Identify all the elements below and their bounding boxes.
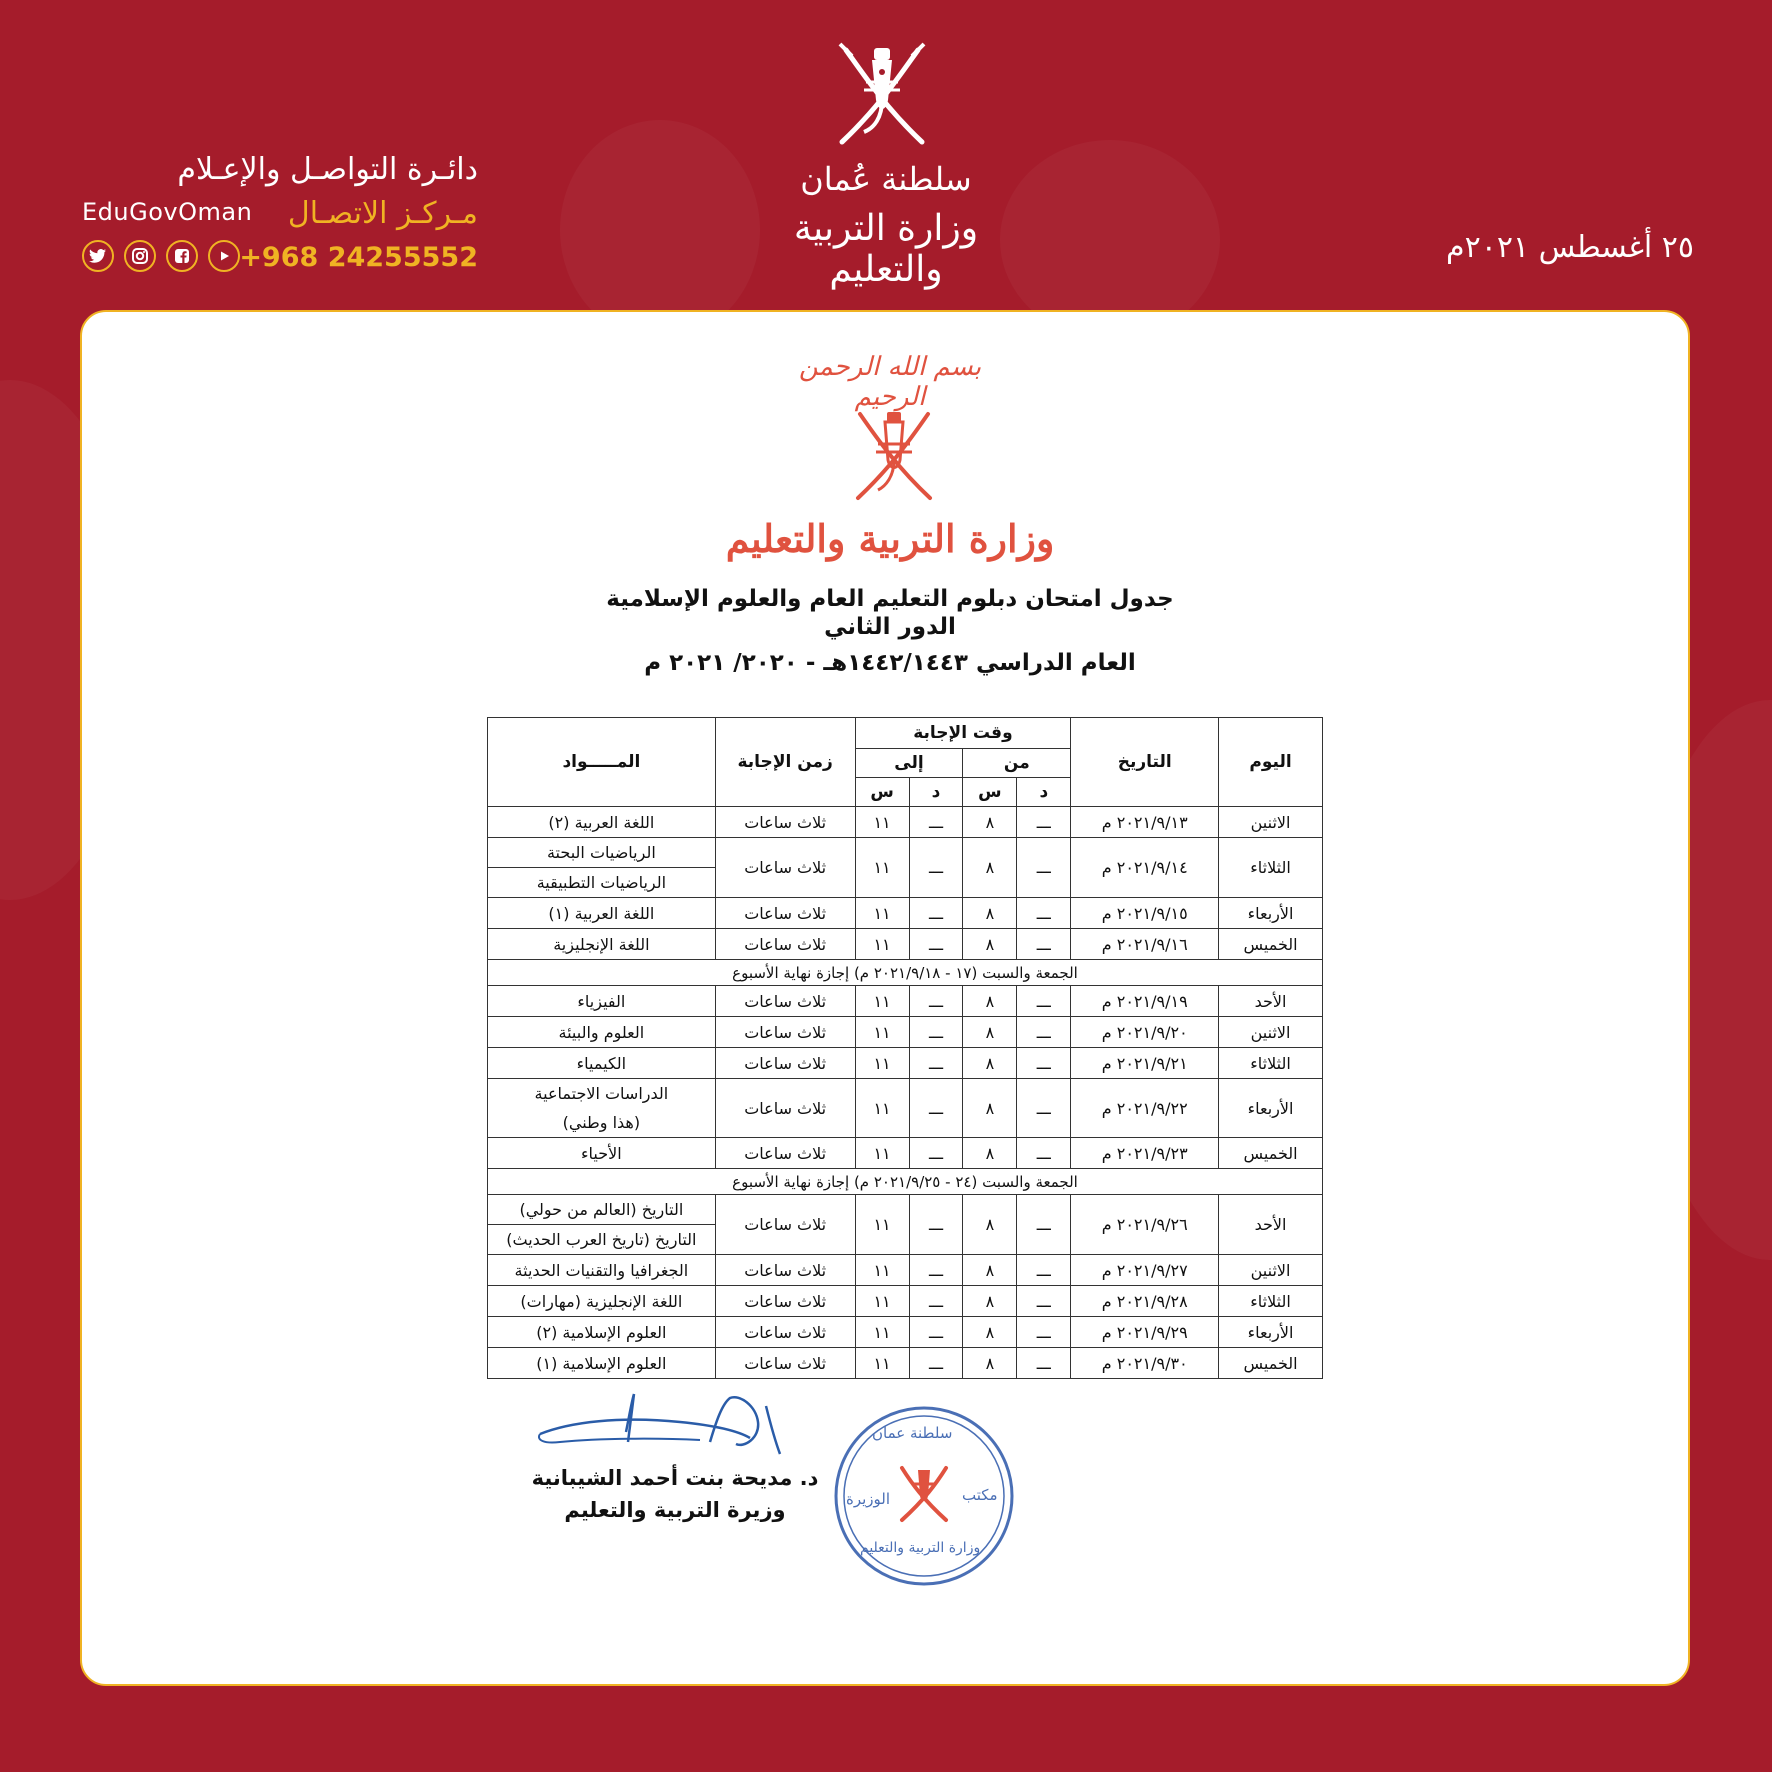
signer-name: د. مديحة بنت أحمد الشيبانية: [531, 1466, 819, 1490]
from-hours-cell: ٨: [963, 986, 1017, 1017]
to-hours-cell: ١١: [855, 1017, 909, 1048]
to-minutes-cell: ـــ: [909, 898, 963, 929]
from-hours-cell: ٨: [963, 898, 1017, 929]
day-cell: الخميس: [1219, 1138, 1323, 1169]
table-row: [488, 1317, 1323, 1348]
duration-cell: ثلاث ساعات: [715, 838, 855, 898]
date-cell: ٢٠٢١/٩/١٣ م: [1071, 807, 1219, 838]
header-from: من: [963, 749, 1071, 778]
phone-number[interactable]: +968 24255552: [239, 242, 478, 273]
twitter-icon[interactable]: [82, 240, 114, 272]
academic-year: العام الدراسي ١٤٤٢/١٤٤٣هـ - ٢٠٢٠/ ٢٠٢١ م: [644, 650, 1136, 676]
to-hours-cell: ١١: [855, 1048, 909, 1079]
duration-cell: ثلاث ساعات: [715, 807, 855, 838]
from-minutes-cell: ـــ: [1017, 1348, 1071, 1379]
from-minutes-cell: ـــ: [1017, 1138, 1071, 1169]
to-minutes-cell: ـــ: [909, 1317, 963, 1348]
ministry-name-header: وزارة التربية والتعليم: [793, 208, 979, 290]
duration-cell: ثلاث ساعات: [715, 1079, 855, 1138]
stamp-text-bottom: وزارة التربية والتعليم: [860, 1540, 981, 1556]
weekend-row: [488, 1169, 1323, 1195]
from-minutes-cell: ـــ: [1017, 1317, 1071, 1348]
subject-name: العلوم والبيئة: [558, 1022, 645, 1042]
subject-name: الجغرافيا والتقنيات الحديثة: [514, 1260, 689, 1280]
table-row: [488, 1079, 1323, 1138]
weekend-note: الجمعة والسبت (٢٤ - ٢٠٢١/٩/٢٥ م) إجازة نهاية الأسبوع: [488, 1169, 1323, 1195]
table-row: [488, 1255, 1323, 1286]
header-from-hours: س: [963, 778, 1017, 807]
to-hours-cell: ١١: [855, 1195, 909, 1255]
to-minutes-cell: ـــ: [909, 1017, 963, 1048]
to-minutes-cell: ـــ: [909, 986, 963, 1017]
social-handle[interactable]: EduGovOman: [82, 198, 253, 226]
day-cell: الأربعاء: [1219, 1079, 1323, 1138]
to-minutes-cell: ـــ: [909, 838, 963, 898]
subject-name: العلوم الإسلامية (٢): [536, 1322, 667, 1342]
duration-cell: ثلاث ساعات: [715, 986, 855, 1017]
to-hours-cell: ١١: [855, 1079, 909, 1138]
from-hours-cell: ٨: [963, 1255, 1017, 1286]
exam-round: الدور الثاني: [824, 614, 956, 640]
date-cell: ٢٠٢١/٩/٢٩ م: [1071, 1317, 1219, 1348]
table-row: [488, 1048, 1323, 1079]
duration-cell: ثلاث ساعات: [715, 1348, 855, 1379]
subject-cell: [488, 838, 716, 898]
from-minutes-cell: ـــ: [1017, 1017, 1071, 1048]
weekend-note: الجمعة والسبت (١٧ - ٢٠٢١/٩/١٨ م) إجازة نهاية الأسبوع: [488, 960, 1323, 986]
day-cell: الثلاثاء: [1219, 838, 1323, 898]
day-cell: الأربعاء: [1219, 1317, 1323, 1348]
department-title: دائـرة التواصـل والإعـلام: [177, 152, 478, 187]
subject-name: الفيزياء: [577, 991, 626, 1011]
to-hours-cell: ١١: [855, 929, 909, 960]
header-date: التاريخ: [1071, 718, 1219, 807]
subject-name: الأحياء: [581, 1143, 622, 1163]
to-hours-cell: ١١: [855, 1348, 909, 1379]
table-body: [488, 807, 1323, 1379]
from-hours-cell: ٨: [963, 807, 1017, 838]
table-row: [488, 986, 1323, 1017]
facebook-icon[interactable]: [166, 240, 198, 272]
from-hours-cell: ٨: [963, 1079, 1017, 1138]
subject-cell: [488, 1255, 716, 1286]
to-minutes-cell: ـــ: [909, 807, 963, 838]
day-cell: الثلاثاء: [1219, 1048, 1323, 1079]
table-row: [488, 1348, 1323, 1379]
subject-cell: [488, 986, 716, 1017]
subject-name: اللغة الإنجليزية (مهارات): [520, 1291, 683, 1311]
subject-name: التاريخ (تاريخ العرب الحديث): [488, 1224, 715, 1254]
basmala: بسم الله الرحمن الرحيم: [798, 352, 982, 412]
header-answer-time: وقت الإجابة: [855, 718, 1071, 749]
subject-name: اللغة العربية (١): [548, 903, 655, 923]
date-cell: ٢٠٢١/٩/٢٠ م: [1071, 1017, 1219, 1048]
post-date: ٢٥ أغسطس ٢٠٢١م: [1446, 230, 1694, 265]
from-hours-cell: ٨: [963, 1317, 1017, 1348]
subject-cell: [488, 1079, 716, 1138]
background-shape: [560, 120, 760, 340]
date-cell: ٢٠٢١/٩/٢٢ م: [1071, 1079, 1219, 1138]
date-cell: ٢٠٢١/٩/٢١ م: [1071, 1048, 1219, 1079]
header-from-minutes: د: [1017, 778, 1071, 807]
weekend-row: [488, 960, 1323, 986]
from-minutes-cell: ـــ: [1017, 1079, 1071, 1138]
document-title: جدول امتحان دبلوم التعليم العام والعلوم الإسلامية: [606, 586, 1174, 612]
date-cell: ٢٠٢١/٩/١٦ م: [1071, 929, 1219, 960]
duration-cell: ثلاث ساعات: [715, 898, 855, 929]
from-hours-cell: ٨: [963, 929, 1017, 960]
subject-name: الرياضيات التطبيقية: [488, 867, 715, 897]
duration-cell: ثلاث ساعات: [715, 1138, 855, 1169]
duration-cell: ثلاث ساعات: [715, 1286, 855, 1317]
table-row: [488, 838, 1323, 898]
subject-name: اللغة العربية (٢): [548, 812, 655, 832]
date-cell: ٢٠٢١/٩/١٥ م: [1071, 898, 1219, 929]
day-cell: الخميس: [1219, 929, 1323, 960]
oman-emblem-icon: [826, 38, 938, 156]
subject-name: اللغة الإنجليزية: [553, 934, 650, 954]
from-hours-cell: ٨: [963, 1017, 1017, 1048]
subject-name: (هذا وطني): [562, 1113, 641, 1132]
to-minutes-cell: ـــ: [909, 1348, 963, 1379]
to-hours-cell: ١١: [855, 1317, 909, 1348]
day-cell: الاثنين: [1219, 807, 1323, 838]
date-cell: ٢٠٢١/٩/١٤ م: [1071, 838, 1219, 898]
header-to-minutes: د: [909, 778, 963, 807]
duration-cell: ثلاث ساعات: [715, 1255, 855, 1286]
to-minutes-cell: ـــ: [909, 1255, 963, 1286]
subject-name: التاريخ (العالم من حولي): [519, 1200, 684, 1219]
table-row: [488, 1138, 1323, 1169]
from-hours-cell: ٨: [963, 1348, 1017, 1379]
subject-cell: [488, 1286, 716, 1317]
from-hours-cell: ٨: [963, 1048, 1017, 1079]
date-cell: ٢٠٢١/٩/٢٧ م: [1071, 1255, 1219, 1286]
to-minutes-cell: ـــ: [909, 929, 963, 960]
duration-cell: ثلاث ساعات: [715, 1048, 855, 1079]
youtube-icon[interactable]: [208, 240, 240, 272]
from-minutes-cell: ـــ: [1017, 838, 1071, 898]
to-hours-cell: ١١: [855, 898, 909, 929]
social-icons: [82, 240, 240, 272]
table-row: [488, 929, 1323, 960]
date-cell: ٢٠٢١/٩/١٩ م: [1071, 986, 1219, 1017]
day-cell: الأربعاء: [1219, 898, 1323, 929]
duration-cell: ثلاث ساعات: [715, 1195, 855, 1255]
from-minutes-cell: ـــ: [1017, 1048, 1071, 1079]
from-minutes-cell: ـــ: [1017, 1255, 1071, 1286]
stamp-text-right: مكتب: [962, 1486, 998, 1504]
table-row: [488, 1286, 1323, 1317]
from-minutes-cell: ـــ: [1017, 898, 1071, 929]
from-hours-cell: ٨: [963, 1195, 1017, 1255]
subject-cell: [488, 1138, 716, 1169]
signer-title: وزيرة التربية والتعليم: [564, 1498, 786, 1522]
subject-cell: [488, 1348, 716, 1379]
instagram-icon[interactable]: [124, 240, 156, 272]
table-row: [488, 807, 1323, 838]
date-cell: ٢٠٢١/٩/٢٦ م: [1071, 1195, 1219, 1255]
duration-cell: ثلاث ساعات: [715, 1317, 855, 1348]
to-minutes-cell: ـــ: [909, 1079, 963, 1138]
to-hours-cell: ١١: [855, 1286, 909, 1317]
day-cell: الخميس: [1219, 1348, 1323, 1379]
to-minutes-cell: ـــ: [909, 1195, 963, 1255]
to-hours-cell: ١١: [855, 807, 909, 838]
from-hours-cell: ٨: [963, 1286, 1017, 1317]
stamp-text-top: سلطنة عمان: [872, 1424, 953, 1442]
subject-cell: [488, 929, 716, 960]
date-cell: ٢٠٢١/٩/٢٨ م: [1071, 1286, 1219, 1317]
table-row: [488, 1017, 1323, 1048]
day-cell: الاثنين: [1219, 1255, 1323, 1286]
day-cell: الأحد: [1219, 986, 1323, 1017]
from-hours-cell: ٨: [963, 1138, 1017, 1169]
header-duration: زمن الإجابة: [715, 718, 855, 807]
subject-cell: [488, 807, 716, 838]
subject-cell: [488, 1017, 716, 1048]
from-minutes-cell: ـــ: [1017, 1286, 1071, 1317]
to-minutes-cell: ـــ: [909, 1286, 963, 1317]
subject-cell: [488, 1048, 716, 1079]
duration-cell: ثلاث ساعات: [715, 929, 855, 960]
to-hours-cell: ١١: [855, 838, 909, 898]
from-minutes-cell: ـــ: [1017, 929, 1071, 960]
table-row: [488, 1195, 1323, 1255]
subject-name: الرياضيات البحتة: [546, 843, 656, 862]
table-row: [488, 898, 1323, 929]
header-to-hours: س: [855, 778, 909, 807]
from-minutes-cell: ـــ: [1017, 807, 1071, 838]
to-hours-cell: ١١: [855, 1138, 909, 1169]
header-subjects: المـــــواد: [488, 718, 716, 807]
ministry-name-document: وزارة التربية والتعليم: [725, 516, 1055, 561]
header-to: إلى: [855, 749, 963, 778]
day-cell: الاثنين: [1219, 1017, 1323, 1048]
ministry-emblem-icon: [844, 404, 944, 510]
date-cell: ٢٠٢١/٩/٢٣ م: [1071, 1138, 1219, 1169]
date-cell: ٢٠٢١/٩/٣٠ م: [1071, 1348, 1219, 1379]
to-minutes-cell: ـــ: [909, 1048, 963, 1079]
from-hours-cell: ٨: [963, 838, 1017, 898]
subject-cell: [488, 1195, 716, 1255]
contact-center-label: مـركـز الاتصـال: [287, 196, 478, 231]
to-hours-cell: ١١: [855, 986, 909, 1017]
subject-cell: [488, 1317, 716, 1348]
stamp-emblem-icon: [902, 1468, 946, 1520]
day-cell: الأحد: [1219, 1195, 1323, 1255]
subject-name: الكيمياء: [576, 1053, 627, 1073]
duration-cell: ثلاث ساعات: [715, 1017, 855, 1048]
sultanate-name: سلطنة عُمان: [800, 160, 972, 198]
subject-cell: [488, 898, 716, 929]
from-minutes-cell: ـــ: [1017, 986, 1071, 1017]
day-cell: الثلاثاء: [1219, 1286, 1323, 1317]
from-minutes-cell: ـــ: [1017, 1195, 1071, 1255]
subject-name: الدراسات الاجتماعية: [534, 1084, 669, 1103]
stamp-text-left: الوزيرة: [846, 1490, 891, 1508]
signature: [530, 1392, 800, 1462]
subject-name: العلوم الإسلامية (١): [536, 1353, 667, 1373]
to-hours-cell: ١١: [855, 1255, 909, 1286]
to-minutes-cell: ـــ: [909, 1138, 963, 1169]
header-day: اليوم: [1219, 718, 1323, 807]
exam-schedule-table: [487, 717, 1323, 1379]
